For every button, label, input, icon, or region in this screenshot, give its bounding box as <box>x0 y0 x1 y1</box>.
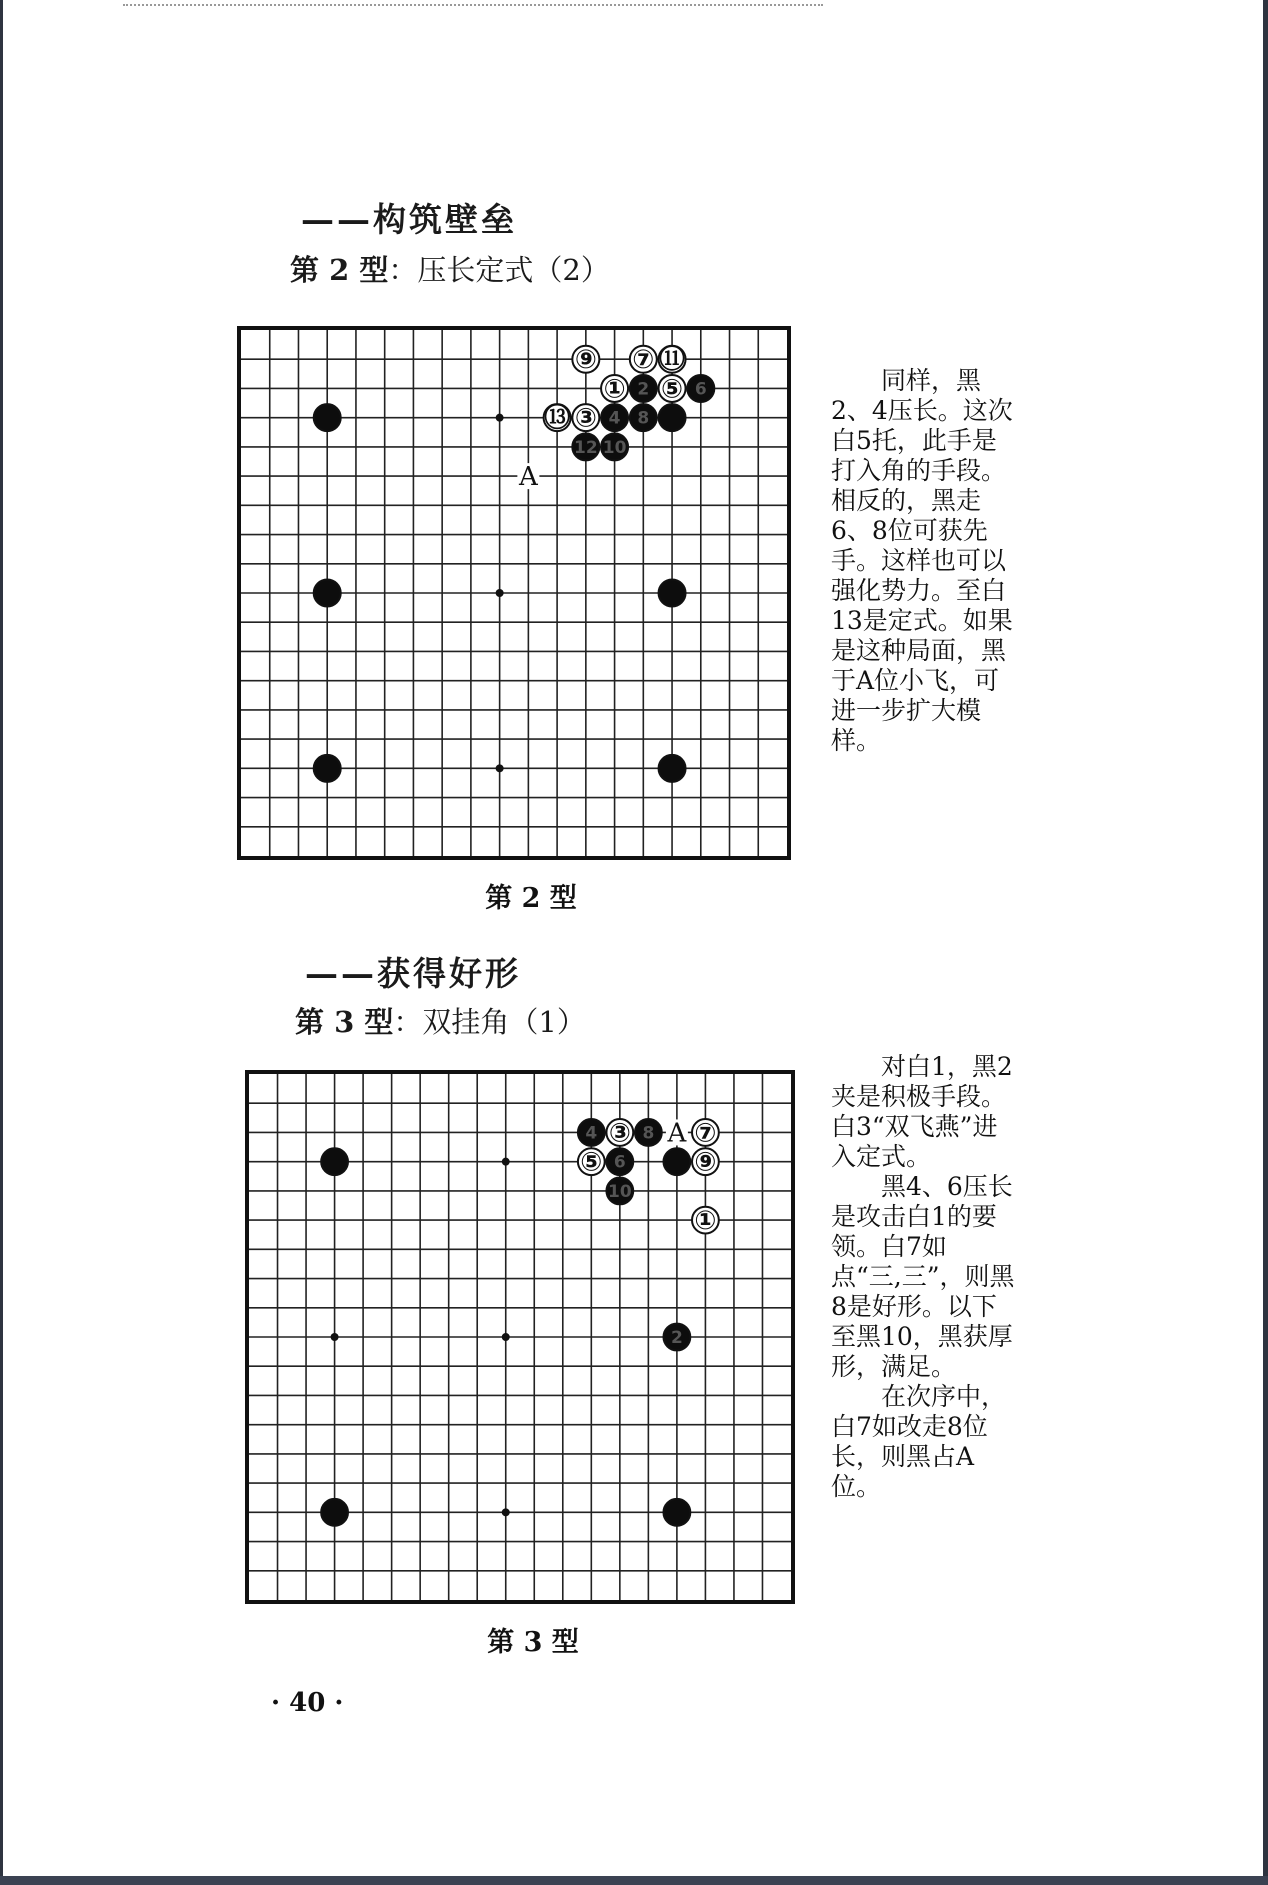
white-stone <box>572 345 599 375</box>
stone-label: 2 <box>637 379 650 400</box>
black-stone <box>630 375 657 402</box>
star-point <box>331 1333 339 1341</box>
position-mark-a: A <box>518 462 538 493</box>
white-stone <box>692 1118 719 1148</box>
star-point <box>496 414 504 422</box>
black-stone <box>663 1324 690 1351</box>
stone-disc <box>659 579 686 606</box>
white-stone <box>692 1148 719 1178</box>
stone-disc <box>659 755 686 782</box>
star-point <box>502 1158 510 1166</box>
stone-label: 4 <box>608 408 621 429</box>
stone-label: ③ <box>608 1118 631 1149</box>
stone-label: 12 <box>574 437 598 458</box>
section3-heading: ——获得好形 <box>305 954 521 993</box>
book-page <box>3 0 1263 1876</box>
section2-title-number: 第 2 型 <box>290 253 389 287</box>
black-stone <box>687 375 714 402</box>
stone-label: ⑤ <box>580 1147 603 1178</box>
black-stone <box>578 1119 605 1146</box>
stone-label: 4 <box>585 1123 598 1144</box>
black-stone <box>314 404 341 431</box>
stone-disc <box>321 1499 348 1526</box>
black-stone <box>659 404 686 431</box>
white-stone <box>659 374 686 404</box>
position-mark-a: A <box>667 1118 687 1149</box>
stone-disc <box>314 579 341 606</box>
star-point <box>502 1508 510 1516</box>
black-stone <box>606 1148 633 1175</box>
stone-label: ① <box>603 374 626 405</box>
black-stone <box>601 404 628 431</box>
go-board-3-svg <box>249 1074 791 1600</box>
white-stone <box>630 345 657 375</box>
stone-label: ⑨ <box>694 1147 717 1178</box>
explanation-paragraph: 对白1，黑2夹是积极手段。白3“双飞燕”进入定式。 <box>831 1052 1013 1171</box>
black-stone <box>314 755 341 782</box>
section2-title <box>290 248 610 289</box>
star-point <box>496 589 504 597</box>
stone-label: 8 <box>637 408 650 429</box>
stone-disc <box>314 755 341 782</box>
black-stone <box>321 1148 348 1175</box>
section3-title <box>295 1000 586 1041</box>
stone-disc <box>314 404 341 431</box>
stone-disc <box>663 1499 690 1526</box>
stone-label: 6 <box>613 1152 626 1173</box>
viewer-bottom-bar <box>0 1876 1268 1885</box>
black-stone <box>314 579 341 606</box>
white-stone <box>692 1206 719 1236</box>
section2-board-caption: 第 2 型 <box>485 883 577 914</box>
stone-label: ① <box>694 1206 717 1237</box>
black-stone <box>630 404 657 431</box>
stone-label: 10 <box>608 1181 632 1202</box>
stone-label: 2 <box>670 1328 683 1348</box>
stone-disc <box>663 1148 690 1175</box>
white-stone <box>578 1148 605 1178</box>
stone-label: 6 <box>694 379 707 400</box>
section3-board-caption: 第 3 型 <box>487 1627 579 1658</box>
white-stone <box>659 344 686 375</box>
black-stone <box>572 433 599 460</box>
star-point <box>502 1333 510 1341</box>
go-board-2-svg <box>241 330 787 856</box>
white-stone <box>572 404 599 434</box>
stone-label: 8 <box>642 1123 655 1144</box>
stone-disc <box>321 1148 348 1175</box>
stone-label: ⑨ <box>574 345 597 376</box>
stone-label: 10 <box>602 437 627 458</box>
stone-label: ⑪ <box>659 345 686 376</box>
go-board-pattern-2 <box>237 326 791 860</box>
section2-title-text: ：压长定式（2） <box>388 253 610 287</box>
black-stone <box>606 1177 633 1204</box>
black-stone <box>321 1499 348 1526</box>
page-number: · 40 · <box>271 1688 344 1718</box>
black-stone <box>659 755 686 782</box>
section2-explanation <box>831 366 1017 756</box>
white-stone <box>606 1118 633 1148</box>
black-stone <box>663 1499 690 1526</box>
section3-title-number: 第 3 型 <box>295 1005 394 1039</box>
white-stone <box>601 374 628 404</box>
explanation-paragraph: 在次序中，白7如改走8位长，则黑占A位。 <box>831 1382 1007 1501</box>
stone-label: ⑬ <box>544 403 571 434</box>
go-board-pattern-3 <box>245 1070 795 1604</box>
black-stone <box>635 1119 662 1146</box>
stone-label: ⑦ <box>694 1118 717 1149</box>
scan-artifact <box>123 4 823 9</box>
section2-heading: ——构筑壁垒 <box>301 200 517 239</box>
star-point <box>496 764 504 772</box>
stone-label: ③ <box>574 403 597 434</box>
black-stone <box>663 1148 690 1175</box>
black-stone <box>659 579 686 606</box>
section3-title-text: ：双挂角（1） <box>393 1005 586 1039</box>
explanation-paragraph: 黑4、6压长是攻击白1的要领。白7如点“三,三”，则黑8是好形。以下至黑10，黑获厚形，满足。 <box>831 1172 1015 1381</box>
stone-disc <box>659 404 686 431</box>
white-stone <box>544 403 571 434</box>
black-stone <box>601 433 628 460</box>
explanation-paragraph: 同样，黑2、4压长。这次白5托，此手是打入角的手段。相反的，黑走6、8位可获先手。这样也可以强化势力。至白13是定式。如果是这种局面，黑于A位小飞，可进一步扩大模样。 <box>831 366 1013 755</box>
section3-explanation <box>831 1052 1017 1502</box>
stone-label: ⑤ <box>661 374 684 405</box>
stone-label: ⑦ <box>632 345 655 376</box>
